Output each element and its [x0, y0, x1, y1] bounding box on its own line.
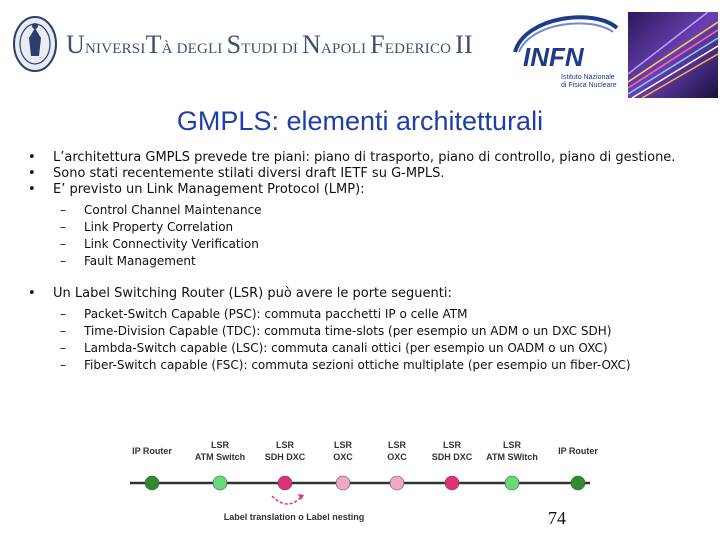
- sub-bullet-item: – Lambda-Switch capable (LSC): commuta canali ottici (per esempio un OADM o un OXC): [60, 341, 608, 355]
- sub-bullet-item: – Control Channel Maintenance: [60, 203, 262, 217]
- slide-title: GMPLS: elementi architetturali: [176, 106, 544, 136]
- lsr-network-diagram: [130, 438, 598, 530]
- node-label: LSR: [276, 440, 294, 450]
- diagram-caption: Label translation o Label nesting: [223, 512, 365, 522]
- sub-bullet-item: – Fiber-Switch capable (FSC): commuta sezioni ottiche multiplate (per esempio un fiber-OXC): [60, 358, 631, 372]
- node-label: IP Router: [558, 446, 598, 456]
- infn-subtitle: Istituto Nazionale di Fisica Nucleare: [561, 74, 617, 89]
- node-sublabel: OXC: [333, 452, 353, 462]
- node-dot: [213, 476, 227, 490]
- node-sublabel: SDH DXC: [431, 452, 473, 462]
- node-label: IP Router: [132, 446, 172, 456]
- node-dot: [145, 476, 159, 490]
- node-label: LSR: [334, 440, 352, 450]
- sub-bullet-item: – Link Property Correlation: [60, 220, 234, 234]
- sub-bullet-item: – Fault Management: [60, 254, 196, 268]
- university-seal-icon: [12, 14, 58, 74]
- bullet-dot: •: [28, 286, 36, 301]
- node-dot: [278, 476, 292, 490]
- sub-bullet-item: – Time-Division Capable (TDC): commuta time-slots (per esempio un ADM o un DXC SDH): [60, 324, 612, 338]
- header: [0, 0, 720, 100]
- node-sublabel: ATM SWitch: [486, 452, 538, 462]
- node-sublabel: SDH DXC: [264, 452, 306, 462]
- node-label: LSR: [211, 440, 229, 450]
- bullet-item: • Un Label Switching Router (LSR) può avere le porte seguenti:: [28, 286, 452, 301]
- node-dot: [336, 476, 350, 490]
- node-sublabel: ATM Switch: [194, 452, 246, 462]
- page-number: 74: [548, 508, 566, 528]
- node-dot: [390, 476, 404, 490]
- infn-logo-text: INFN: [523, 42, 584, 72]
- fiber-optics-image: [628, 12, 718, 98]
- infn-logo: [505, 8, 625, 94]
- slide-body: [28, 150, 708, 374]
- bullet-dot: •: [28, 166, 36, 181]
- label-nesting-arc: [272, 496, 302, 504]
- sub-bullet-item: – Packet-Switch Capable (PSC): commuta pacchetti IP o celle ATM: [60, 307, 468, 321]
- node-dot: [571, 476, 585, 490]
- bullet-item: • L’architettura GMPLS prevede tre piani: piano di trasporto, piano di controllo, piano di gestione.: [28, 150, 676, 165]
- bullet-dot: •: [28, 182, 36, 197]
- bullet-dot: •: [28, 150, 36, 165]
- university-name: UNIVERSITÀ DEGLI STUDI DI NAPOLI FEDERICO II: [66, 30, 473, 59]
- node-dot: [445, 476, 459, 490]
- node-label: LSR: [443, 440, 461, 450]
- sub-bullet-item: – Link Connectivity Verification: [60, 237, 259, 251]
- bullet-item: • E’ previsto un Link Management Protocol (LMP):: [28, 182, 365, 197]
- node-sublabel: OXC: [387, 452, 407, 462]
- node-label: LSR: [388, 440, 406, 450]
- node-dot: [505, 476, 519, 490]
- node-label: LSR: [503, 440, 521, 450]
- bullet-item: • Sono stati recentemente stilati diversi draft IETF su G-MPLS.: [28, 166, 445, 181]
